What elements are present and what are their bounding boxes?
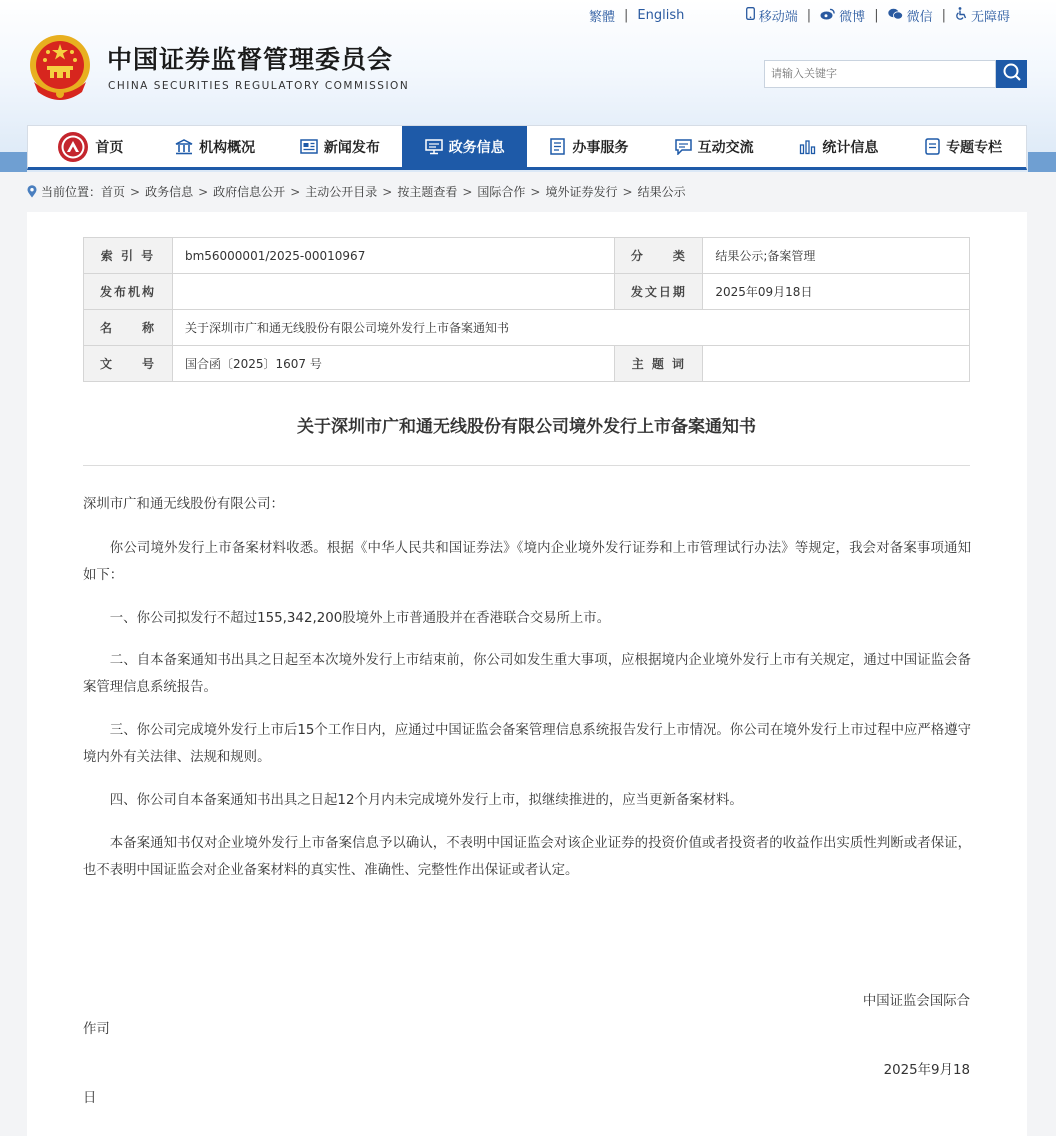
separator: | xyxy=(806,7,812,23)
doc-name-label: 名 称 xyxy=(84,310,173,346)
paragraph xyxy=(83,535,971,589)
separator: | xyxy=(941,7,946,23)
divider xyxy=(83,465,970,466)
paragraph xyxy=(83,830,971,884)
national-emblem-logo[interactable] xyxy=(26,32,94,102)
date-line: 日 xyxy=(83,1091,97,1106)
paragraph-text: 你公司境外发行上市备案材料收悉。根据《中华人民共和国证券法》《境内企业境外发行证券和上市管理试行办法》等规定，我会对备案事项通知如下： xyxy=(83,541,971,583)
paragraph xyxy=(83,605,971,632)
signature-block xyxy=(83,988,970,1044)
breadcrumb-item[interactable]: 境外证券发行 xyxy=(545,185,618,199)
building-icon xyxy=(175,139,193,155)
breadcrumb-item[interactable]: 政务信息 xyxy=(145,185,194,199)
breadcrumb-item[interactable]: 首页 xyxy=(101,185,126,199)
category-value: 结果公示;备案管理 xyxy=(703,238,970,274)
breadcrumb-prefix: 当前位置： xyxy=(41,185,102,199)
site-title[interactable]: 中国证券监督管理委员会 xyxy=(107,45,394,74)
paragraph-text: 三、你公司完成境外发行上市后15个工作日内，应通过中国证监会备案管理信息系统报告发行上市情况。你公司在境外发行上市过程中应严格遵守境内外有关法律、法规和规则。 xyxy=(83,723,971,765)
table-row xyxy=(84,274,970,310)
index-number-value: bm56000001/2025-00010967 xyxy=(172,238,614,274)
separator: | xyxy=(874,7,879,23)
index-number-label: 索 引 号 xyxy=(84,238,173,274)
breadcrumb-item[interactable]: 政府信息公开 xyxy=(213,185,286,199)
accessibility-link[interactable] xyxy=(955,6,1010,25)
salutation: 深圳市广和通无线股份有限公司： xyxy=(83,497,284,512)
nav-label: 互动交流 xyxy=(697,139,754,156)
wechat-icon xyxy=(888,8,903,23)
doc-number-label: 文 号 xyxy=(84,346,173,382)
signature-line: 中国证监会国际合 xyxy=(862,994,970,1009)
document-title: 关于深圳市广和通无线股份有限公司境外发行上市备案通知书 xyxy=(297,417,756,437)
wechat-label: 微信 xyxy=(906,9,933,25)
table-row xyxy=(84,238,970,274)
paragraph xyxy=(83,787,971,814)
issuer-label: 发布机构 xyxy=(84,274,173,310)
nav-item-topics[interactable] xyxy=(901,126,1026,167)
accessibility-label: 无障碍 xyxy=(970,9,1010,25)
weibo-icon xyxy=(820,8,835,23)
nav-item-home[interactable] xyxy=(28,126,153,167)
search-icon xyxy=(1002,62,1022,86)
content-panel xyxy=(27,212,1027,1136)
site-title-english: CHINA SECURITIES REGULATORY COMMISSION xyxy=(108,80,410,92)
nav-label: 新闻发布 xyxy=(323,139,380,156)
nav-label: 统计信息 xyxy=(822,139,879,156)
english-link[interactable]: English xyxy=(637,7,685,23)
signature-line: 作司 xyxy=(83,1022,110,1037)
paragraph xyxy=(83,647,971,701)
date-line: 2025年9月18 xyxy=(883,1063,970,1078)
nav-item-statistics[interactable] xyxy=(777,126,902,167)
signature-date xyxy=(83,1057,970,1113)
breadcrumb-item[interactable]: 国际合作 xyxy=(477,185,526,199)
nav-item-interaction[interactable] xyxy=(652,126,777,167)
bar-chart-icon xyxy=(799,139,816,155)
breadcrumb-item[interactable]: 主动公开目录 xyxy=(305,185,378,199)
breadcrumb xyxy=(27,183,686,200)
nav-label: 政务信息 xyxy=(448,139,505,156)
mobile-label: 移动端 xyxy=(758,9,798,25)
search-input[interactable] xyxy=(764,60,996,88)
breadcrumb-separator: > xyxy=(622,184,633,199)
separator: | xyxy=(624,7,629,23)
paragraph-text: 一、你公司拟发行不超过155,342,200股境外上市普通股并在香港联合交易所上市。 xyxy=(109,611,611,626)
breadcrumb-item[interactable]: 结果公示 xyxy=(637,185,686,199)
doc-number-value: 国合函〔2025〕1607 号 xyxy=(172,346,614,382)
main-navigation xyxy=(27,125,1027,170)
breadcrumb-separator: > xyxy=(382,184,393,199)
table-row xyxy=(84,346,970,382)
nav-label: 专题专栏 xyxy=(946,139,1003,156)
category-label: 分 类 xyxy=(615,238,703,274)
monitor-icon xyxy=(425,139,443,155)
issue-date-label: 发文日期 xyxy=(615,274,703,310)
keywords-label: 主 题 词 xyxy=(615,346,703,382)
breadcrumb-separator: > xyxy=(198,184,209,199)
newspaper-icon xyxy=(300,139,318,154)
nav-item-services[interactable] xyxy=(527,126,652,167)
paragraph-text: 本备案通知书仅对企业境外发行上市备案信息予以确认，不表明中国证监会对该企业证券的投资价值或者投资者的收益作出实质性判断或者保证，也不表明中国证监会对企业备案材料的真实性、准确性、完整性作出保证或者认定。 xyxy=(83,836,971,878)
mobile-phone-icon xyxy=(746,7,755,23)
search-button[interactable] xyxy=(996,60,1027,88)
document-metadata-table xyxy=(83,237,970,382)
traditional-chinese-link[interactable]: 繁體 xyxy=(589,9,616,25)
nav-label: 办事服务 xyxy=(572,139,629,156)
breadcrumb-separator: > xyxy=(290,184,301,199)
csrc-logo-icon xyxy=(57,131,89,163)
breadcrumb-separator: > xyxy=(530,184,541,199)
wheelchair-icon xyxy=(955,7,967,23)
breadcrumb-item[interactable]: 按主题查看 xyxy=(397,185,458,199)
document-list-icon xyxy=(550,138,566,155)
breadcrumb-separator: > xyxy=(130,184,141,199)
wechat-link[interactable] xyxy=(888,6,933,25)
file-icon xyxy=(925,138,940,155)
nav-item-org[interactable] xyxy=(153,126,278,167)
keywords-value xyxy=(703,346,970,382)
table-row xyxy=(84,310,970,346)
paragraph xyxy=(83,717,971,771)
doc-name-value: 关于深圳市广和通无线股份有限公司境外发行上市备案通知书 xyxy=(172,310,969,346)
nav-item-gov-info[interactable] xyxy=(402,126,527,167)
top-links xyxy=(589,6,1010,24)
breadcrumb-separator: > xyxy=(462,184,473,199)
issue-date-value: 2025年09月18日 xyxy=(703,274,970,310)
chat-icon xyxy=(675,139,692,155)
paragraph-text: 二、自本备案通知书出具之日起至本次境外发行上市结束前，你公司如发生重大事项，应根据境内企业境外发行上市有关规定，通过中国证监会备案管理信息系统报告。 xyxy=(83,653,971,695)
nav-label: 机构概况 xyxy=(199,139,256,156)
nav-label: 首页 xyxy=(95,139,124,156)
paragraph-text: 四、你公司自本备案通知书出具之日起12个月内未完成境外发行上市，拟继续推进的，应当更新备案材料。 xyxy=(109,793,743,808)
weibo-link[interactable] xyxy=(820,6,865,25)
weibo-label: 微博 xyxy=(839,9,866,25)
issuer-value xyxy=(172,274,614,310)
mobile-link[interactable] xyxy=(746,6,798,25)
nav-item-news[interactable] xyxy=(278,126,403,167)
location-pin-icon xyxy=(27,185,37,198)
